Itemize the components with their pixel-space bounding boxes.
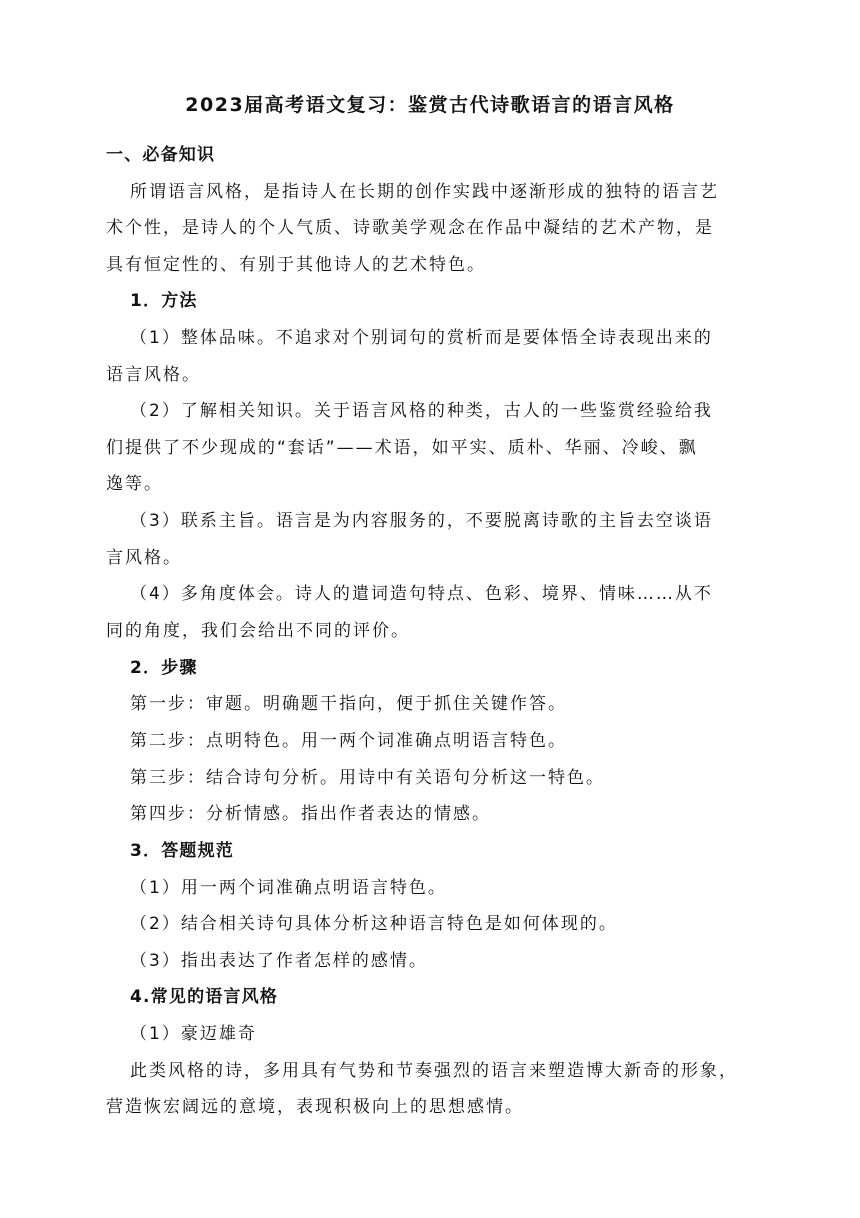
method-2-line-3: 逸等。 <box>106 474 163 494</box>
norm-3: （3）指出表达了作者怎样的感情。 <box>130 951 428 971</box>
method-3-line-1: （3）联系主旨。语言是为内容服务的，不要脱离诗歌的主旨去空谈语 <box>130 511 713 531</box>
steps-heading: 2．步骤 <box>130 658 198 678</box>
method-1-line-1: （1）整体品味。不追求对个别词句的赏析而是要体悟全诗表现出来的 <box>130 328 713 348</box>
norm-2: （2）结合相关诗句具体分析这种语言特色是如何体现的。 <box>130 914 618 934</box>
methods-heading: 1．方法 <box>130 291 198 311</box>
page-title: 2023届高考语文复习：鉴赏古代诗歌语言的语言风格 <box>185 94 675 116</box>
method-3-line-2: 言风格。 <box>106 548 182 568</box>
method-2-line-2: 们提供了不少现成的“套话”——术语，如平实、质朴、华丽、冷峻、飘 <box>106 438 698 458</box>
method-1-line-2: 语言风格。 <box>106 365 201 385</box>
method-4-line-1: （4）多角度体会。诗人的遣词造句特点、色彩、境界、情味……从不 <box>130 584 713 604</box>
step-2: 第二步：点明特色。用一两个词准确点明语言特色。 <box>130 731 567 751</box>
intro-line-2: 术个性，是诗人的个人气质、诗歌美学观念在作品中凝结的艺术产物，是 <box>106 218 714 238</box>
step-4: 第四步：分析情感。指出作者表达的情感。 <box>130 804 491 824</box>
norm-1: （1）用一两个词准确点明语言特色。 <box>130 878 447 898</box>
method-2-line-1: （2）了解相关知识。关于语言风格的种类，古人的一些鉴赏经验给我 <box>130 401 713 421</box>
intro-line-1: 所谓语言风格，是指诗人在长期的创作实践中逐渐形成的独特的语言艺 <box>130 182 719 202</box>
norms-heading: 3．答题规范 <box>130 841 235 861</box>
style-1-desc-line-1: 此类风格的诗，多用具有气势和节奏强烈的语言来塑造博大新奇的形象， <box>130 1061 738 1081</box>
intro-line-3: 具有恒定性的、有别于其他诗人的艺术特色。 <box>106 255 486 275</box>
style-1-heading: （1）豪迈雄奇 <box>130 1024 257 1044</box>
step-1: 第一步：审题。明确题干指向，便于抓住关键作答。 <box>130 694 567 714</box>
styles-heading: 4.常见的语言风格 <box>130 987 279 1007</box>
step-3: 第三步：结合诗句分析。用诗中有关语句分析这一特色。 <box>130 768 605 788</box>
style-1-desc-line-2: 营造恢宏阔远的意境，表现积极向上的思想感情。 <box>106 1097 524 1117</box>
section-heading: 一、必备知识 <box>106 145 216 165</box>
method-4-line-2: 同的角度，我们会给出不同的评价。 <box>106 621 410 641</box>
